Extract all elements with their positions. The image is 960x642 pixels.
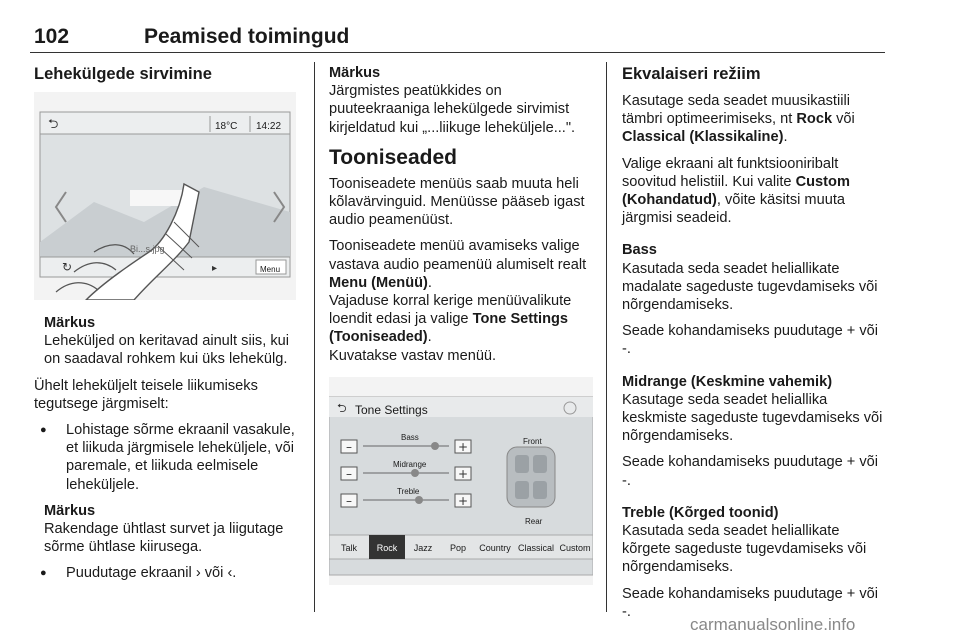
tab-country[interactable]: Country (479, 542, 511, 553)
paragraph: Kasutada seda seadet heliallikate madalate sageduste tugevdamiseks või nõrgendamiseks. (622, 260, 878, 314)
svg-text:–: – (346, 493, 352, 508)
tab-jazz[interactable]: Jazz (413, 542, 433, 553)
note-title: Märkus (329, 65, 381, 81)
figure-time: 14:22 (256, 121, 282, 132)
note-3 (329, 64, 599, 137)
bullet-list (34, 421, 296, 494)
watermark: carmanualsonline.info (690, 615, 856, 634)
paragraph: Vajaduse korral kerige menüüvalikute loendit edasi ja valige Tone Settings (Tooniseaded). (329, 293, 572, 346)
note-title: Märkus (44, 315, 96, 331)
tab-custom[interactable]: Custom (559, 542, 591, 553)
paragraph: Kasutada seda seadet heliallikate kõrgete sageduste tugevdamiseks või nõrgendamiseks. (622, 523, 867, 576)
column-3 (622, 64, 888, 629)
svg-text:+: + (457, 466, 469, 481)
column-1 (34, 64, 296, 591)
paragraph: Seade kohandamiseks puudutage + või -. (622, 323, 878, 358)
bullet-list (34, 564, 296, 582)
balance-rear-label: Rear (525, 516, 543, 526)
equalizer-tab-bar (329, 539, 593, 557)
paragraph: Kasutage seda seadet heliallika keskmiste sageduste tugevdamiseks või nõrgendamiseks. (622, 391, 883, 445)
note-text: Leheküljed on keritavad ainult siis, kui on saadaval rohkem kui üks lehekülg. (44, 333, 289, 368)
tab-classical[interactable]: Classical (517, 542, 554, 553)
svg-text:–: – (346, 439, 352, 454)
tab-talk[interactable]: Talk (340, 542, 357, 553)
section-heading-equalizer: Ekvalaiseri režiim (622, 65, 761, 83)
balance-front-label: Front (523, 436, 542, 446)
figure-temperature: 18°C (215, 121, 238, 132)
list-item: ● Lohistage sõrme ekraanil vasakule, et liikuda järgmisele leheküljele, või paremale, et liikuda eelmisele leheküljele. (34, 421, 296, 494)
paragraph: Kuvatakse vastav menüü. (329, 347, 497, 364)
paragraph: Seade kohandamiseks puudutage + või -. (622, 454, 878, 489)
tab-rock[interactable]: Rock (376, 542, 398, 553)
svg-text:+: + (457, 493, 469, 508)
slider-label-treble: Treble (397, 486, 420, 496)
page-header (30, 22, 885, 53)
list-item: ● Puudutage ekraanil › või ‹. (34, 564, 296, 582)
column-divider (314, 62, 315, 612)
column-divider (606, 62, 607, 612)
subheading-bass: Bass (622, 242, 657, 259)
note-1 (34, 314, 296, 369)
slider-label-midrange: Midrange (393, 459, 427, 469)
tone-settings-figure (329, 377, 593, 585)
note-2 (34, 502, 296, 557)
note-text: Rakendage ühtlast survet ja liigutage sõrme ühtlase kiirusega. (44, 521, 284, 556)
svg-text:⮌: ⮌ (337, 400, 347, 415)
subheading-treble: Treble (Kõrged toonid) (622, 504, 779, 521)
note-text: Järgmistes peatükkides on puuteekraaniga lehekülgede sirvimist kirjeldatud kui „...liikuge leheküljele...". (329, 83, 576, 136)
svg-text:⮌: ⮌ (48, 117, 59, 132)
figure-menu-button[interactable]: Menu (260, 265, 281, 274)
tab-pop[interactable]: Pop (449, 542, 466, 553)
svg-text:–: – (346, 466, 352, 481)
paragraph: Valige ekraani alt funktsiooniribalt soovitud helistiil. Kui valite Custom (Kohandatud), võite käsitsi muuta järgmisi seadeid. (622, 155, 850, 227)
intro-text: Ühelt leheküljelt teisele liikumiseks tegutsege järgmiselt: (34, 377, 258, 412)
paragraph: Seade kohandamiseks puudutage + või -. (622, 585, 878, 620)
page-title: Peamised toimingud (144, 25, 350, 48)
paragraph: Tooniseadete menüüs saab muuta heli kõlavärvinguid. Menüüsse pääseb igast audio peamenüüst. (329, 175, 585, 229)
svg-text:+: + (457, 439, 469, 454)
section-heading-tone-settings: Tooniseaded (329, 145, 457, 169)
note-title: Märkus (44, 502, 96, 519)
subheading-midrange: Midrange (Keskmine vahemik) (622, 373, 833, 390)
column-2 (329, 64, 599, 585)
page-number: 102 (34, 25, 70, 48)
tone-settings-title: Tone Settings (355, 402, 428, 417)
slider-label-bass: Bass (401, 432, 419, 442)
figure-caption: Bi...s.jpg (130, 244, 165, 254)
svg-text:▸: ▸ (212, 263, 218, 274)
paragraph: Kasutage seda seadet muusikastiili tämbri optimeerimiseks, nt Rock või Classical (Klassikaline). (622, 93, 855, 146)
svg-text:↻: ↻ (62, 260, 73, 274)
paragraph: Tooniseadete menüü avamiseks valige vastava audio peamenüü alumiselt realt Menu (Menüü). (329, 238, 587, 291)
section-heading-page-scroll: Lehekülgede sirvimine (34, 65, 212, 83)
page-scroll-figure (34, 92, 296, 300)
